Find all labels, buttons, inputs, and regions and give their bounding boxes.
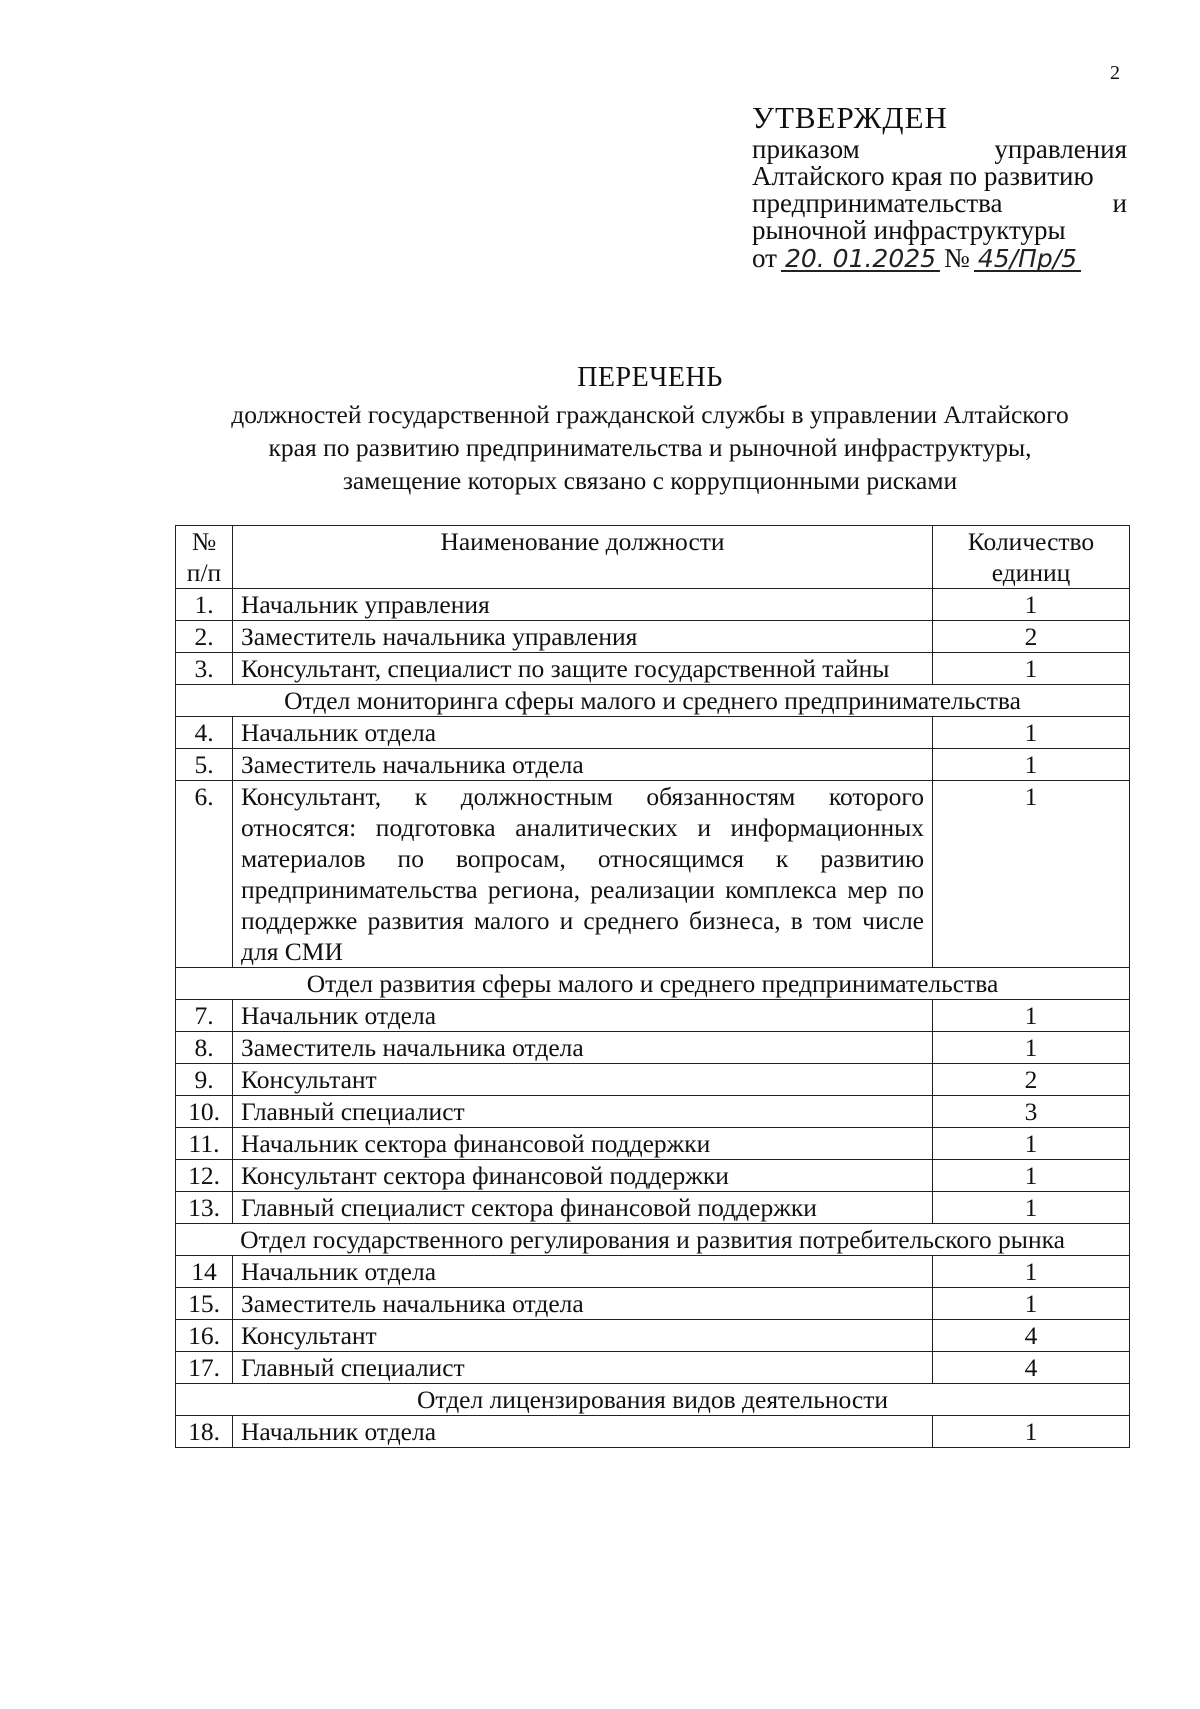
table-body bbox=[176, 589, 1130, 1448]
approval-line-3-right: и bbox=[1112, 188, 1127, 218]
number-prefix: № bbox=[944, 243, 970, 273]
section-title: Отдел мониторинга сферы малого и среднего предпринимательства bbox=[176, 685, 1130, 717]
approval-line-3-left: предпринимательства bbox=[752, 188, 1003, 218]
position-name: Начальник сектора финансовой поддержки bbox=[233, 1128, 933, 1160]
approval-line-1-left: приказом bbox=[752, 134, 860, 164]
position-quantity: 1 bbox=[933, 1288, 1130, 1320]
handwritten-number: 45/Пр/5 bbox=[974, 248, 1081, 272]
subtitle-line: края по развитию предпринимательства и рыночной инфраструктуры, bbox=[268, 433, 1032, 462]
row-number: 18. bbox=[176, 1416, 233, 1448]
table-row bbox=[176, 1128, 1130, 1160]
header-quantity bbox=[933, 526, 1130, 589]
table-row bbox=[176, 1256, 1130, 1288]
row-number: 10. bbox=[176, 1096, 233, 1128]
position-name: Главный специалист bbox=[233, 1096, 933, 1128]
table-row bbox=[176, 1352, 1130, 1384]
header-number bbox=[176, 526, 233, 589]
table-row bbox=[176, 653, 1130, 685]
position-name: Заместитель начальника отдела bbox=[233, 1032, 933, 1064]
position-quantity: 1 bbox=[933, 1256, 1130, 1288]
row-number: 6. bbox=[176, 781, 233, 968]
row-number: 15. bbox=[176, 1288, 233, 1320]
row-number: 4. bbox=[176, 717, 233, 749]
row-number: 9. bbox=[176, 1064, 233, 1096]
section-title: Отдел развития сферы малого и среднего предпринимательства bbox=[176, 968, 1130, 1000]
header-position-name: Наименование должности bbox=[233, 526, 933, 589]
row-number: 2. bbox=[176, 621, 233, 653]
position-quantity: 2 bbox=[933, 621, 1130, 653]
subtitle-line: замещение которых связано с коррупционными рисками bbox=[342, 466, 958, 495]
position-quantity: 4 bbox=[933, 1320, 1130, 1352]
table-header-row bbox=[176, 526, 1130, 589]
approval-line-1 bbox=[752, 136, 1127, 163]
position-name: Начальник отдела bbox=[233, 717, 933, 749]
table-row bbox=[176, 1288, 1130, 1320]
position-name: Заместитель начальника отдела bbox=[233, 1288, 933, 1320]
approval-stamp-block bbox=[752, 100, 1127, 272]
position-quantity: 1 bbox=[933, 1160, 1130, 1192]
row-number: 3. bbox=[176, 653, 233, 685]
row-number: 5. bbox=[176, 749, 233, 781]
section-title: Отдел государственного регулирования и развития потребительского рынка bbox=[176, 1224, 1130, 1256]
table-section-row bbox=[176, 1224, 1130, 1256]
subtitle-line: должностей государственной гражданской службы в управлении Алтайского bbox=[231, 400, 1069, 429]
table-row bbox=[176, 589, 1130, 621]
approval-line-2 bbox=[752, 163, 1127, 190]
table-row bbox=[176, 1192, 1130, 1224]
position-quantity: 1 bbox=[933, 1128, 1130, 1160]
section-title: Отдел лицензирования видов деятельности bbox=[176, 1384, 1130, 1416]
position-quantity: 3 bbox=[933, 1096, 1130, 1128]
row-number: 17. bbox=[176, 1352, 233, 1384]
position-quantity: 1 bbox=[933, 1000, 1130, 1032]
approval-heading: УТВЕРЖДЕН bbox=[752, 100, 948, 135]
position-quantity: 2 bbox=[933, 1064, 1130, 1096]
table-row bbox=[176, 1032, 1130, 1064]
row-number: 14 bbox=[176, 1256, 233, 1288]
position-name: Консультант, специалист по защите государственной тайны bbox=[233, 653, 933, 685]
position-name: Начальник отдела bbox=[233, 1000, 933, 1032]
position-quantity: 1 bbox=[933, 653, 1130, 685]
position-name: Главный специалист bbox=[233, 1352, 933, 1384]
table-row bbox=[176, 1160, 1130, 1192]
header-number-line: п/п bbox=[186, 558, 222, 587]
position-name: Главный специалист сектора финансовой поддержки bbox=[233, 1192, 933, 1224]
approval-line-1-right: управления bbox=[994, 134, 1127, 164]
table-row bbox=[176, 781, 1130, 968]
document-subtitle bbox=[160, 398, 1140, 497]
row-number: 16. bbox=[176, 1320, 233, 1352]
table-row bbox=[176, 1096, 1130, 1128]
table-row bbox=[176, 1064, 1130, 1096]
positions-table bbox=[175, 525, 1130, 1448]
row-number: 11. bbox=[176, 1128, 233, 1160]
position-name: Начальник отдела bbox=[233, 1256, 933, 1288]
approval-line-4: рыночной инфраструктуры bbox=[752, 215, 1066, 245]
position-name: Консультант, к должностным обязанностям которого относятся: подготовка аналитических и информационных материалов по вопросам, относящимся к развитию предпринимательства региона, реализации комплекса мер по поддержке развития малого и среднего бизнеса, в том числе для СМИ bbox=[233, 781, 933, 968]
document-title: ПЕРЕЧЕНЬ bbox=[577, 362, 723, 393]
row-number: 13. bbox=[176, 1192, 233, 1224]
table-row bbox=[176, 1320, 1130, 1352]
position-name: Заместитель начальника отдела bbox=[233, 749, 933, 781]
table-section-row bbox=[176, 1384, 1130, 1416]
row-number: 1. bbox=[176, 589, 233, 621]
position-quantity: 4 bbox=[933, 1352, 1130, 1384]
row-number: 7. bbox=[176, 1000, 233, 1032]
table-section-row bbox=[176, 685, 1130, 717]
position-name: Консультант сектора финансовой поддержки bbox=[233, 1160, 933, 1192]
position-name: Начальник управления bbox=[233, 589, 933, 621]
position-name: Заместитель начальника управления bbox=[233, 621, 933, 653]
table-row bbox=[176, 717, 1130, 749]
date-prefix: от bbox=[752, 243, 777, 273]
table-section-row bbox=[176, 968, 1130, 1000]
table-row bbox=[176, 621, 1130, 653]
position-quantity: 1 bbox=[933, 589, 1130, 621]
position-quantity: 1 bbox=[933, 717, 1130, 749]
header-quantity-line: единиц bbox=[991, 558, 1071, 587]
position-quantity: 1 bbox=[933, 749, 1130, 781]
header-quantity-line: Количество bbox=[967, 527, 1095, 556]
page-number: 2 bbox=[1110, 62, 1120, 84]
row-number: 8. bbox=[176, 1032, 233, 1064]
table-row bbox=[176, 1416, 1130, 1448]
position-quantity: 1 bbox=[933, 1416, 1130, 1448]
table-row bbox=[176, 1000, 1130, 1032]
position-name: Начальник отдела bbox=[233, 1416, 933, 1448]
table-row bbox=[176, 749, 1130, 781]
approval-line-3 bbox=[752, 190, 1127, 217]
header-number-line: № bbox=[191, 527, 217, 556]
row-number: 12. bbox=[176, 1160, 233, 1192]
position-quantity: 1 bbox=[933, 1032, 1130, 1064]
position-name: Консультант bbox=[233, 1064, 933, 1096]
position-name: Консультант bbox=[233, 1320, 933, 1352]
document-title-block bbox=[160, 360, 1140, 497]
position-quantity: 1 bbox=[933, 1192, 1130, 1224]
approval-line-2-text: Алтайского края по развитию bbox=[752, 161, 1094, 191]
position-quantity: 1 bbox=[933, 781, 1130, 968]
approval-date-number-row bbox=[752, 244, 1127, 272]
handwritten-date: 20. 01.2025 bbox=[781, 248, 940, 272]
